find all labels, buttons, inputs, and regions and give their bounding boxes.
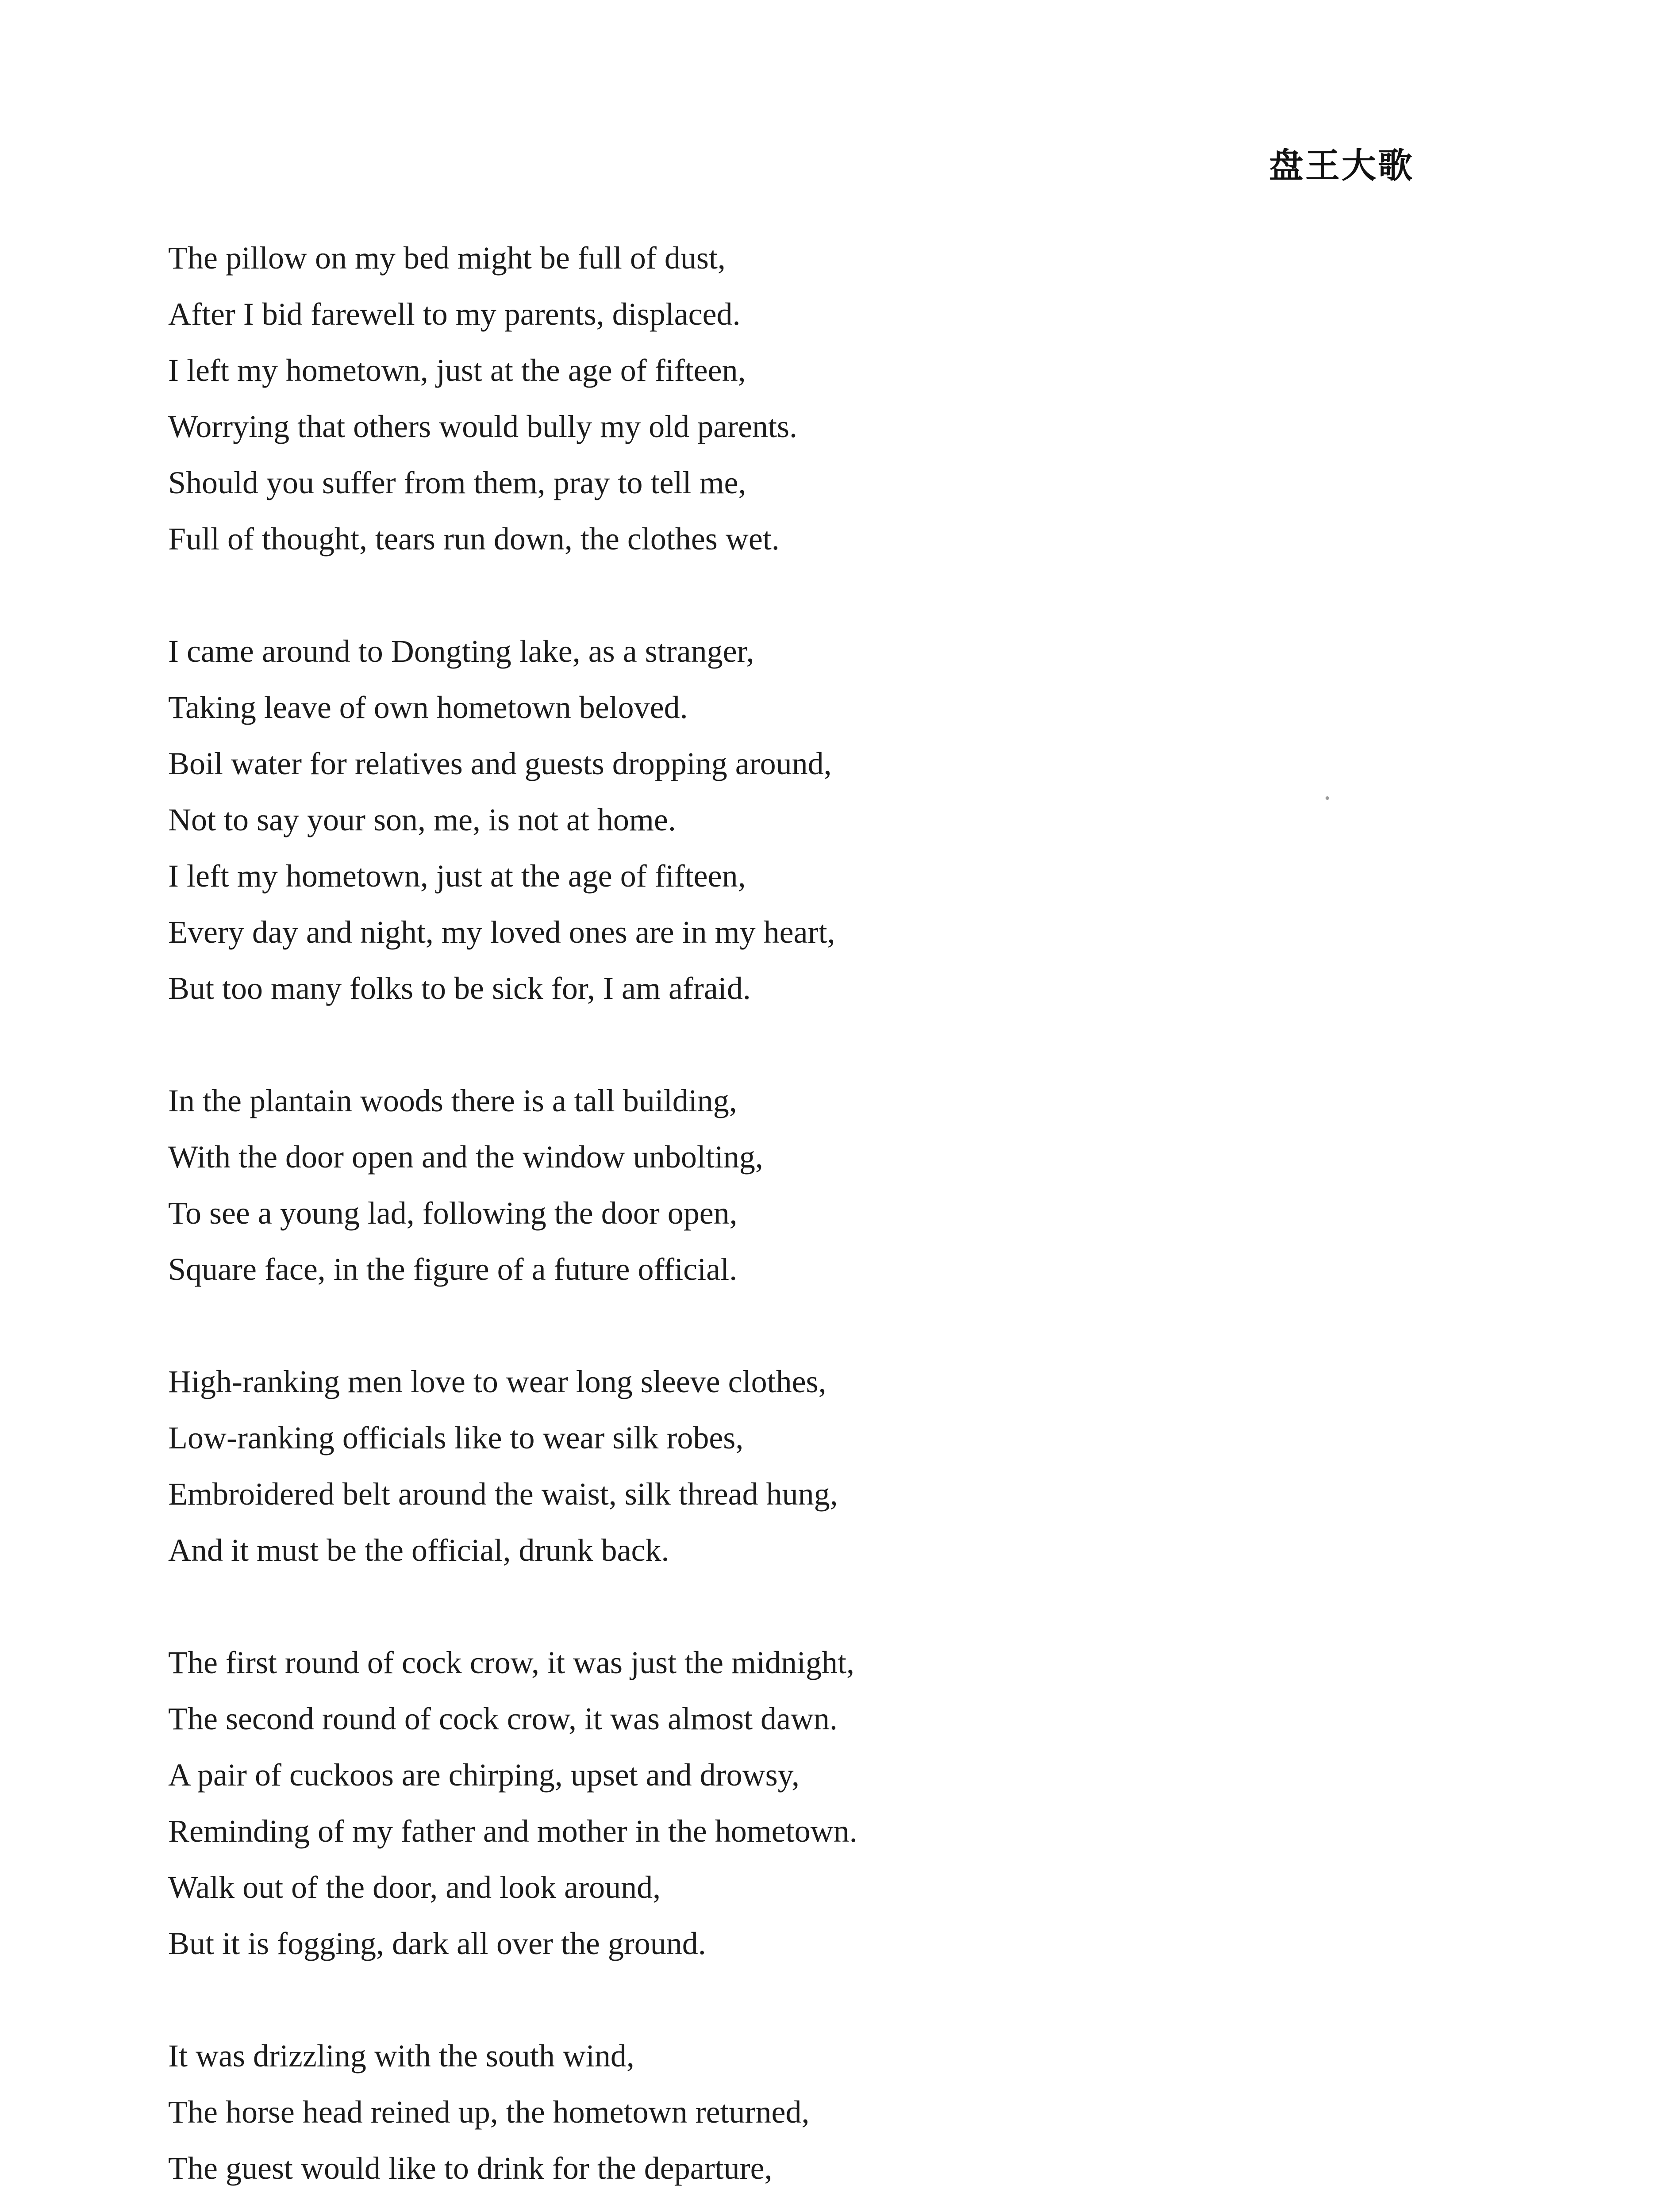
poem-line: But it is fogging, dark all over the ground. (168, 1926, 706, 1961)
poem-line: A pair of cuckoos are chirping, upset and drowsy, (168, 1757, 800, 1793)
poem-line: And it must be the official, drunk back. (168, 1532, 669, 1568)
poem-line: Should you suffer from them, pray to tell me, (168, 465, 746, 500)
poem-line: With the door open and the window unbolting, (168, 1139, 763, 1175)
poem-line: Square face, in the figure of a future official. (168, 1252, 738, 1287)
poem-line: High-ranking men love to wear long sleeve clothes, (168, 1364, 826, 1399)
poem-line: After I bid farewell to my parents, displaced. (168, 296, 741, 332)
poem-line: To see a young lad, following the door open, (168, 1195, 738, 1231)
running-header-title: 盘王大歌 (1269, 146, 1414, 186)
poem-line: I left my hometown, just at the age of fifteen, (168, 353, 746, 388)
poem-line: Not to say your son, me, is not at home. (168, 802, 676, 837)
poem-line: The guest would like to drink for the departure, (168, 2151, 773, 2186)
poem-body (168, 230, 1230, 2212)
poem-line: Boil water for relatives and guests dropping around, (168, 746, 832, 781)
poem-line: It was drizzling with the south wind, (168, 2038, 634, 2074)
poem-line: The pillow on my bed might be full of dust, (168, 240, 726, 276)
stanza (168, 1635, 1230, 1972)
poem-line: The second round of cock crow, it was almost dawn. (168, 1701, 838, 1736)
stanza (168, 623, 1230, 1017)
poem-line: Taking leave of own hometown beloved. (168, 690, 688, 725)
poem-line: Reminding of my father and mother in the hometown. (168, 1813, 857, 1849)
poem-line: The horse head reined up, the hometown returned, (168, 2094, 810, 2130)
poem-line: The first round of cock crow, it was just the midnight, (168, 1645, 855, 1680)
stanza (168, 1354, 1230, 1578)
stanza (168, 1073, 1230, 1298)
poem-line: But too many folks to be sick for, I am afraid. (168, 971, 751, 1006)
poem-line: Walk out of the door, and look around, (168, 1870, 661, 1905)
stanza (168, 230, 1230, 567)
poem-line: Full of thought, tears run down, the clothes wet. (168, 521, 780, 557)
stanza (168, 2028, 1230, 2197)
poem-line: In the plantain woods there is a tall building, (168, 1083, 737, 1118)
poem-line: Low-ranking officials like to wear silk robes, (168, 1420, 744, 1455)
poem-line: Worrying that others would bully my old parents. (168, 409, 797, 444)
poem-line: I left my hometown, just at the age of fifteen, (168, 858, 746, 894)
paper-speck (1326, 796, 1329, 800)
poem-line: Embroidered belt around the waist, silk thread hung, (168, 1476, 838, 1512)
poem-line: I came around to Dongting lake, as a stranger, (168, 634, 754, 669)
poem-line: Every day and night, my loved ones are in my heart, (168, 914, 835, 950)
